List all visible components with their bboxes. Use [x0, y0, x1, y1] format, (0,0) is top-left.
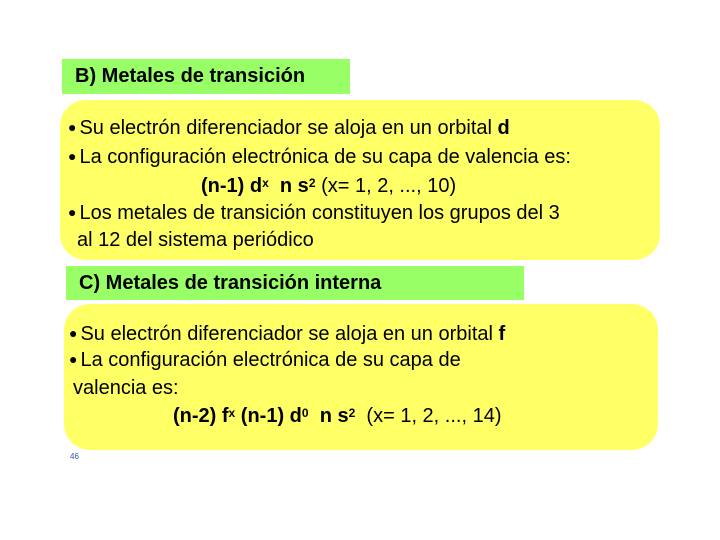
formula-part: n s [319, 405, 349, 427]
section-b-line-4: al 12 del sistema periódico [77, 229, 314, 251]
section-c-line-1 [69, 322, 505, 347]
section-c-line-3: valencia es: [73, 377, 179, 399]
bullet-icon: ● [68, 119, 77, 135]
formula-part: (n-1) d [240, 405, 302, 427]
formula-range: (x= 1, 2, ..., 14) [366, 405, 502, 427]
page-number: 46 [70, 452, 79, 461]
formula-sup: x [262, 176, 269, 190]
section-b-line-2 [68, 145, 571, 170]
line-text: La configuración electrónica de su capa de [80, 349, 461, 371]
section-c-formula [173, 404, 501, 428]
section-c-title: C) Metales de transición interna [66, 266, 524, 300]
bullet-icon: ● [69, 351, 78, 367]
orbital-letter: d [497, 117, 510, 139]
bullet-icon: ● [68, 148, 77, 164]
section-b-formula [201, 174, 456, 198]
line-text: Su electrón diferenciador se aloja en un orbital [80, 323, 499, 345]
formula-sup: 2 [308, 176, 316, 190]
bullet-icon: ● [68, 204, 77, 220]
orbital-letter: f [498, 323, 506, 345]
formula-sup: x [228, 406, 236, 420]
line-text: Los metales de transición constituyen los grupos del 3 [79, 202, 560, 224]
section-b-title: B) Metales de transición [62, 59, 350, 94]
formula-part: (n-2) f [173, 405, 229, 427]
section-b-line-1 [68, 116, 510, 141]
line-text: Su electrón diferenciador se aloja en un orbital [79, 117, 498, 139]
formula-sup: 0 [301, 406, 309, 420]
formula-part: n s [279, 175, 309, 197]
section-b-line-3 [68, 201, 560, 226]
formula-range: (x= 1, 2, ..., 10) [321, 175, 457, 197]
bullet-icon: ● [69, 325, 78, 341]
section-c-line-2 [69, 348, 461, 373]
formula-sup: 2 [348, 406, 356, 420]
formula-part: (n-1) d [201, 175, 263, 197]
line-text: La configuración electrónica de su capa de valencia es: [79, 146, 571, 168]
